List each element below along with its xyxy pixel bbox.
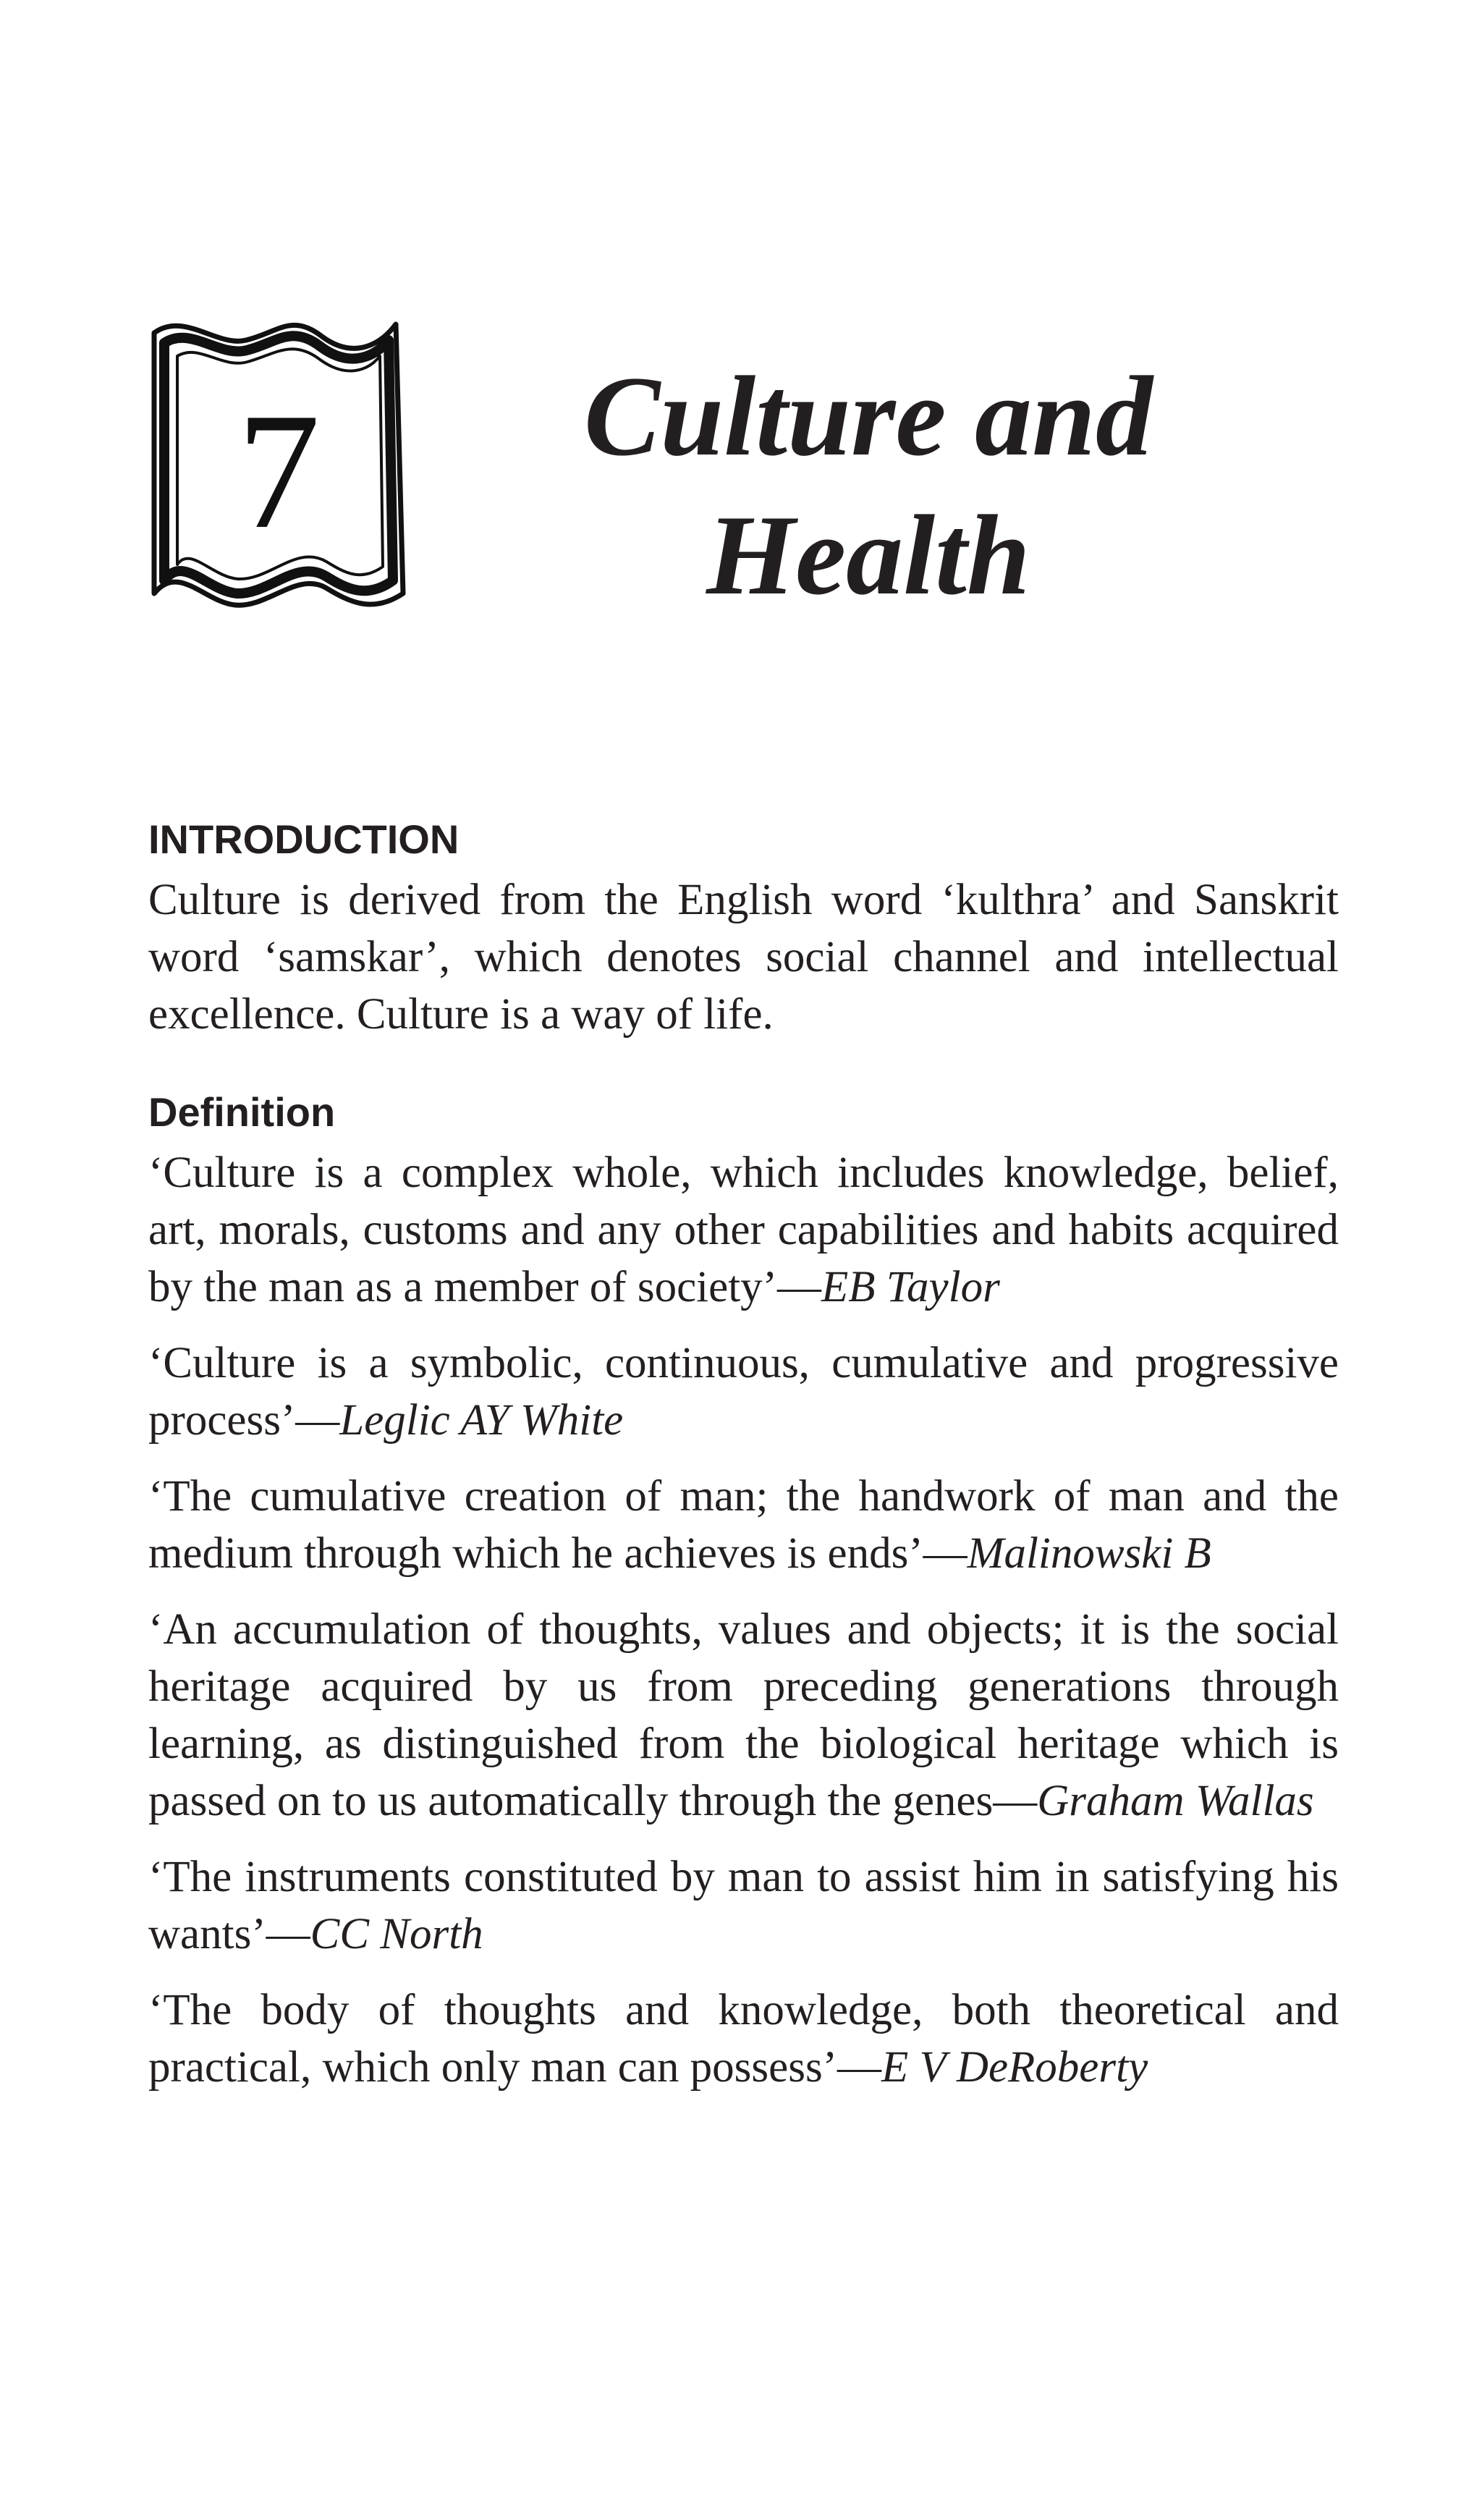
quote-author: Leglic AY White (339, 1396, 624, 1445)
quote-author: CC North (310, 1910, 483, 1958)
quote-text: ‘The body of thoughts and knowledge, both theoretical and practical, which only man can possess’— (148, 1986, 1339, 2092)
chapter-number-badge (148, 318, 409, 619)
quote-author: EB Taylor (821, 1263, 1000, 1311)
chapter-body (148, 811, 1339, 2115)
section-heading-definition: Definition (148, 1089, 336, 1135)
definition-quote (148, 1468, 1339, 1582)
definition-quote (148, 1982, 1339, 2096)
definition-quote (148, 1144, 1339, 1316)
chapter-title (507, 347, 1230, 625)
chapter-number: 7 (237, 379, 321, 563)
quote-text: ‘Culture is a symbolic, continuous, cumulative and progressive process’— (148, 1339, 1339, 1445)
quote-author: E V DeRoberty (881, 2043, 1148, 2092)
definition-quote (148, 1601, 1339, 1830)
chapter-title-line-1: Culture and (584, 353, 1153, 480)
chapter-title-line-2: Health (706, 492, 1030, 619)
section-heading-introduction: INTRODUCTION (148, 816, 460, 862)
quote-text: ‘An accumulation of thoughts, values and objects; it is the social heritage acquired by us from preceding generations through learning, as distinguished from the biological heritage which is passed on to us automatically through the genes— (148, 1605, 1339, 1825)
quote-author: Graham Wallas (1037, 1777, 1314, 1825)
quote-text: ‘The cumulative creation of man; the handwork of man and the medium through which he achieves is ends’— (148, 1472, 1339, 1578)
chapter-badge-frame (148, 318, 409, 619)
quote-text: ‘Culture is a complex whole, which includes knowledge, belief, art, morals, customs and any other capabilities and habits acquired by the man as a member of society’— (148, 1149, 1339, 1311)
quote-author: Malinowski B (967, 1529, 1211, 1578)
definition-quote (148, 1848, 1339, 1963)
quote-text: ‘The instruments constituted by man to assist him in satisfying his wants’— (148, 1853, 1339, 1958)
introduction-paragraph: Culture is derived from the English word ‘kulthra’ and Sanskrit word ‘samskar’, which denotes social channel and intellectual excellence. Culture is a way of life. (148, 876, 1339, 1039)
definition-quote (148, 1335, 1339, 1449)
